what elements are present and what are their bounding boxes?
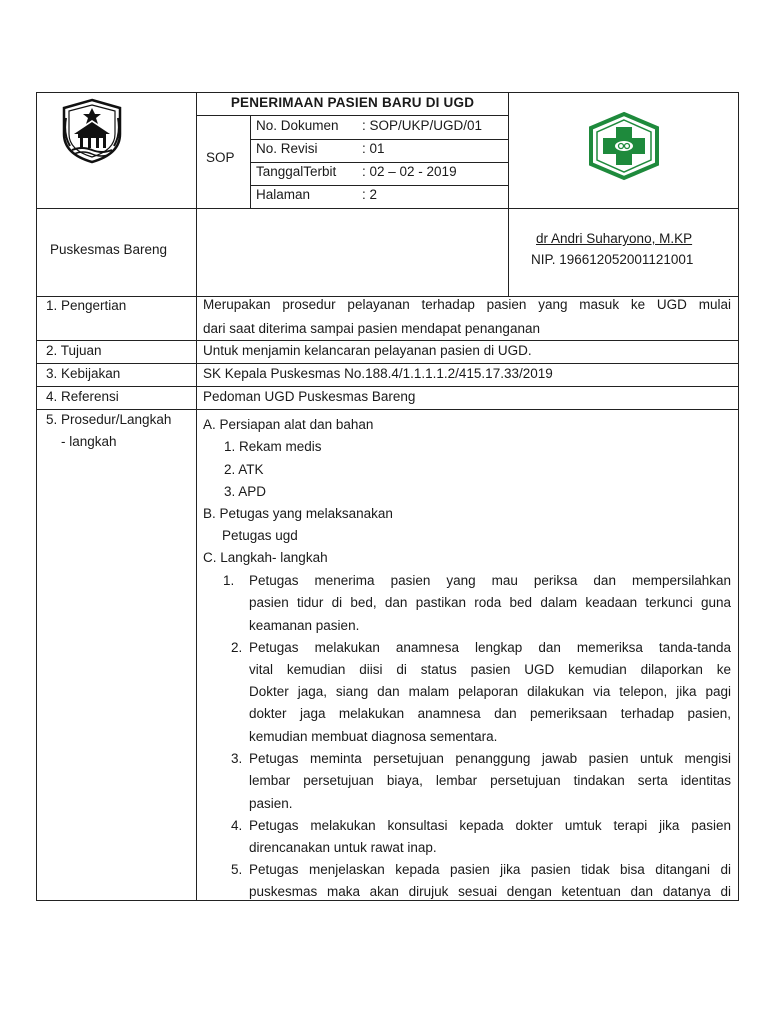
- section-c-title: C. Langkah- langkah: [203, 550, 328, 565]
- step-3-line-3: pasien.: [249, 796, 293, 811]
- sop-label: SOP: [206, 150, 235, 165]
- regional-emblem-icon: [60, 98, 124, 164]
- step-4-line-1: Petugas melakukan konsultasi kepada dokter umtuk terapi jika pasien: [249, 818, 731, 833]
- step-4-line-2: direncanakan untuk rawat inap.: [249, 840, 437, 855]
- signatory-nip: NIP. 196612052001121001: [531, 252, 694, 267]
- meta-value-tanggal-terbit: : 02 – 02 - 2019: [362, 164, 457, 179]
- row-line-386: [36, 386, 739, 387]
- outer-border-top: [36, 92, 739, 93]
- outer-border-right: [738, 92, 739, 901]
- a-item-2: 2. ATK: [224, 462, 264, 477]
- section-b-title: B. Petugas yang melaksanakan: [203, 506, 393, 521]
- document-title: PENERIMAAN PASIEN BARU DI UGD: [230, 95, 475, 110]
- step-2-line-4: dokter jaga melakukan anamnesa dan pemeriksaan terhadap pasien,: [249, 706, 731, 721]
- step-2-line-2: vital kemudian diisi di status pasien UGD kemudian dilaporkan ke: [249, 662, 731, 677]
- pengertian-line-1: Merupakan prosedur pelayanan terhadap pasien yang masuk ke UGD mulai: [203, 297, 731, 312]
- step-2-line-3: Dokter jaga, siang dan malam pelaporan dilakukan via telepon, jika pagi: [249, 684, 731, 699]
- header-col-line-2: [508, 92, 509, 296]
- step-5-line-2: puskesmas maka akan dirujuk sesuai dengan ketentuan dan datanya di: [249, 884, 731, 899]
- meta-value-no-revisi: : 01: [362, 141, 385, 156]
- meta-label-tanggal-terbit: TanggalTerbit: [256, 164, 337, 179]
- label-tujuan: 2. Tujuan: [46, 343, 102, 358]
- meta-label-no-revisi: No. Revisi: [256, 141, 318, 156]
- step-4-num: 4.: [231, 818, 243, 833]
- pengertian-line-2: dari saat diterima sampai pasien mendapat penanganan: [203, 321, 540, 336]
- step-5-line-1: Petugas menjelaskan kepada pasien jika pasien tidak bisa ditangani di: [249, 862, 731, 877]
- outer-border-left: [36, 92, 37, 901]
- label-pengertian: 1. Pengertian: [46, 298, 127, 313]
- tujuan-text: Untuk menjamin kelancaran pelayanan pasien di UGD.: [203, 343, 532, 358]
- org-name: Puskesmas Bareng: [50, 242, 168, 257]
- step-1-line-3: keamanan pasien.: [249, 618, 360, 633]
- meta-label-halaman: Halaman: [256, 187, 311, 202]
- a-item-1: 1. Rekam medis: [224, 439, 322, 454]
- meta-value-halaman: : 2: [362, 187, 378, 202]
- step-1-num: 1.: [223, 573, 235, 588]
- section-b-text: Petugas ugd: [222, 528, 298, 543]
- step-3-line-1: Petugas meminta persetujuan penanggung jawab pasien untuk mengisi: [249, 751, 731, 766]
- step-5-num: 5.: [231, 862, 243, 877]
- row-line-409: [36, 409, 739, 410]
- referensi-text: Pedoman UGD Puskesmas Bareng: [203, 389, 416, 404]
- meta-value-no-dokumen: : SOP/UKP/UGD/01: [362, 118, 483, 133]
- step-2-line-5: kemudian membuat diagnosa sementara.: [249, 729, 498, 744]
- step-3-num: 3.: [231, 751, 243, 766]
- label-prosedur-1: 5. Prosedur/Langkah: [46, 412, 172, 427]
- section-a-title: A. Persiapan alat dan bahan: [203, 417, 374, 432]
- step-2-num: 2.: [231, 640, 243, 655]
- label-referensi: 4. Referensi: [46, 389, 119, 404]
- row-line-363: [36, 363, 739, 364]
- signatory-name: dr Andri Suharyono, M.KP: [536, 231, 693, 246]
- health-cross-icon: [586, 111, 662, 181]
- step-1-line-1: Petugas menerima pasien yang mau periksa dan mempersilahkan: [249, 573, 731, 588]
- header-col-line-1: [196, 92, 197, 296]
- step-2-line-1: Petugas melakukan anamnesa lengkap dan memeriksa tanda-tanda: [249, 640, 731, 655]
- label-kebijakan: 3. Kebijakan: [46, 366, 121, 381]
- kebijakan-text: SK Kepala Puskesmas No.188.4/1.1.1.1.2/415.17.33/2019: [203, 366, 553, 381]
- row-line-340: [36, 340, 739, 341]
- step-3-line-2: lembar persetujuan biaya, lembar persetujuan tindakan serta identitas: [249, 773, 731, 788]
- label-prosedur-2: - langkah: [61, 434, 117, 449]
- header-line-208: [36, 208, 739, 209]
- step-1-line-2: pasien tidur di bed, dan pastikan roda bed dalam keadaan terkunci guna: [249, 595, 731, 610]
- meta-label-no-dokumen: No. Dokumen: [256, 118, 339, 133]
- a-item-3: 3. APD: [224, 484, 267, 499]
- title-underline: [196, 115, 509, 116]
